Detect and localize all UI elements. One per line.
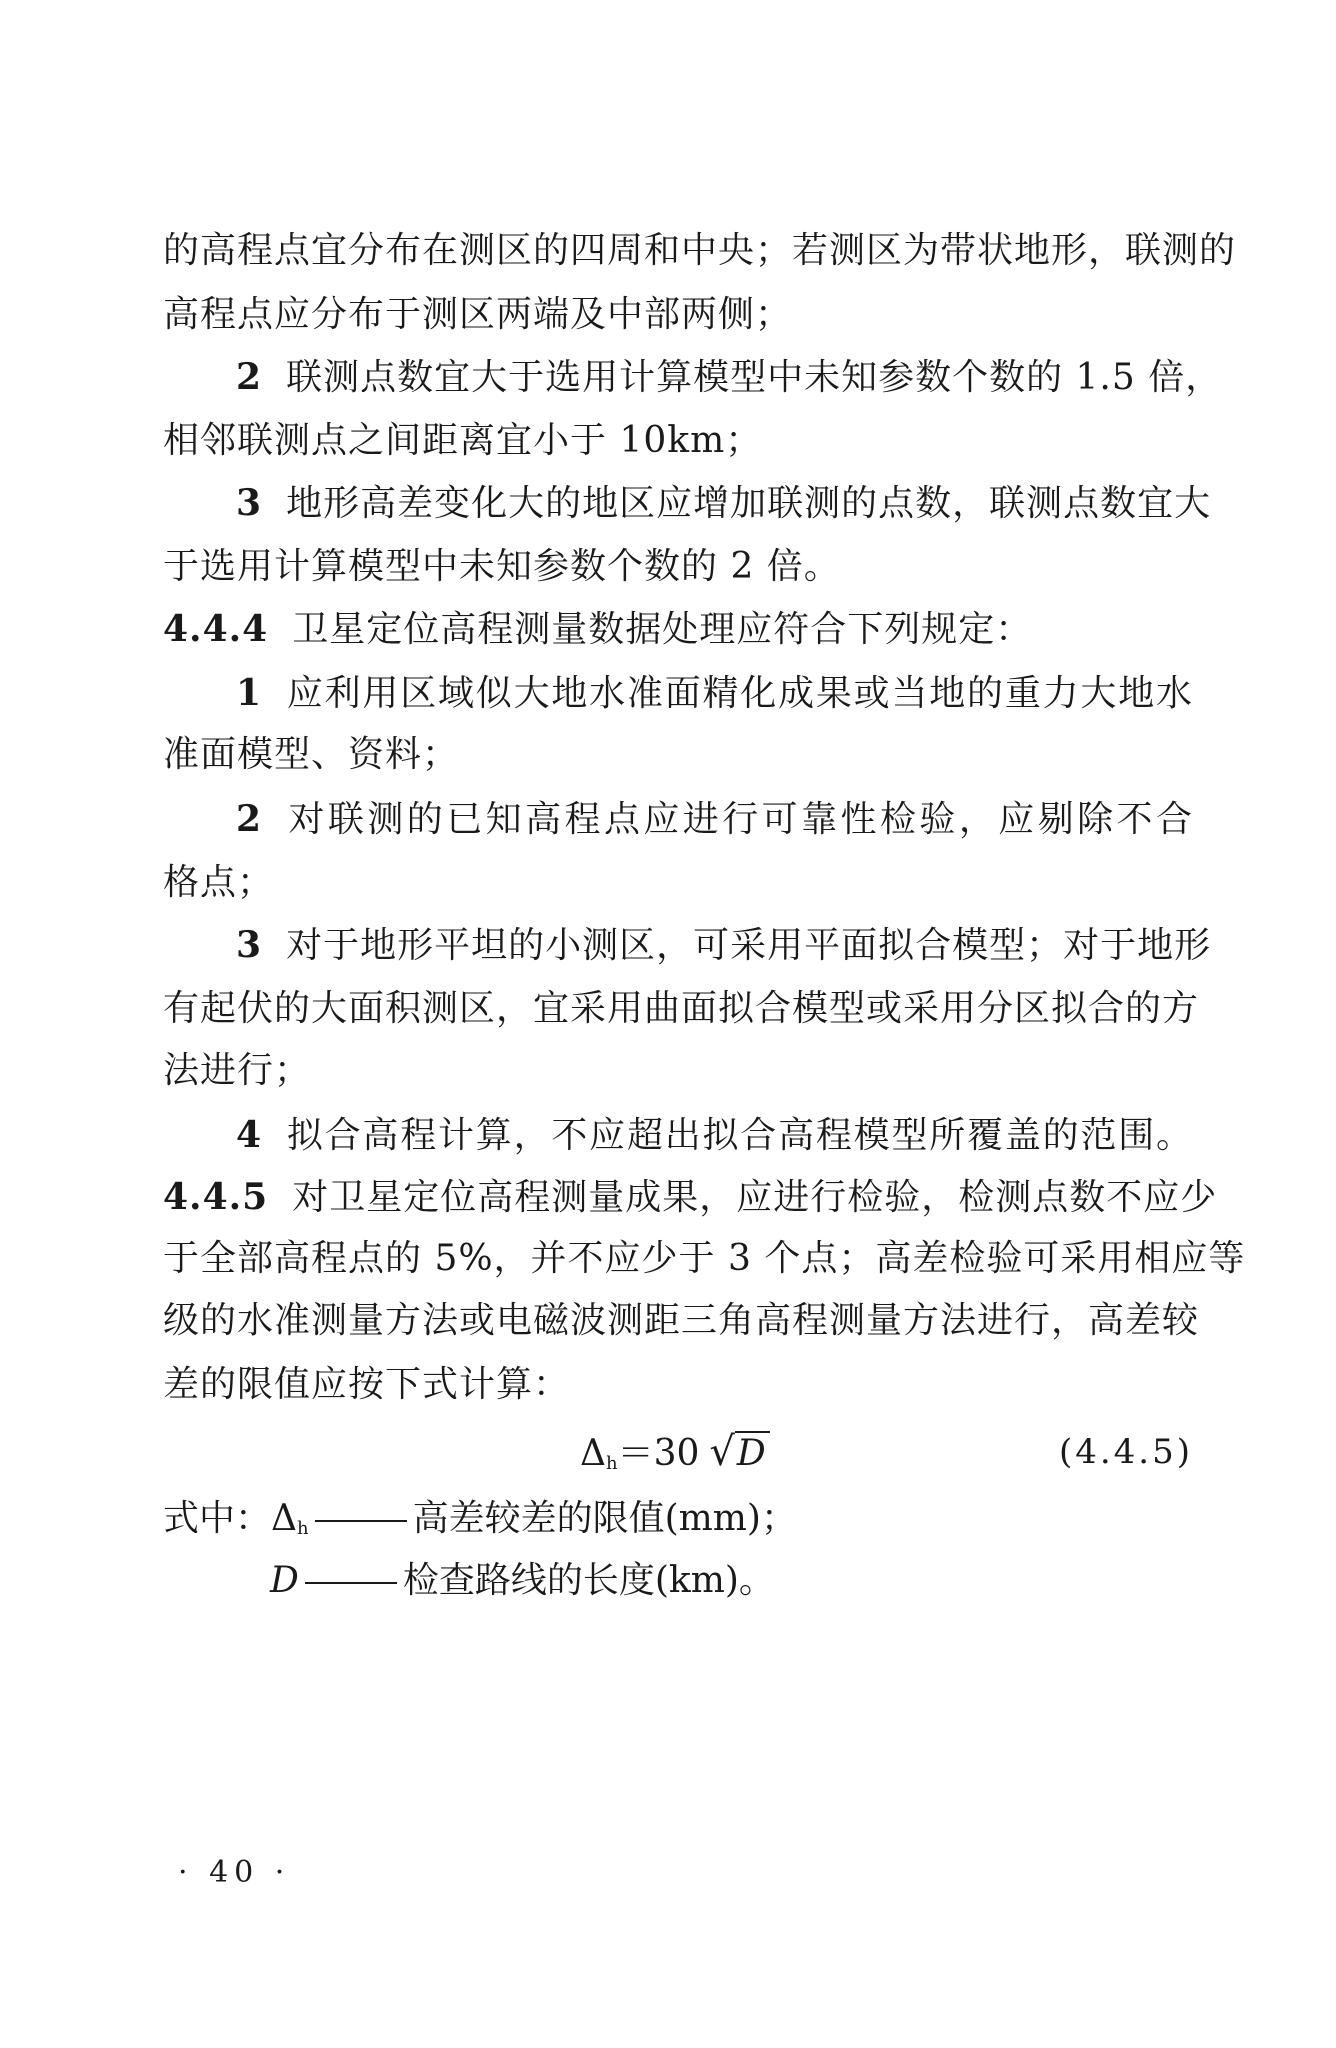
formula-4-4-5 (580, 1420, 770, 1484)
item-number: 1 (236, 672, 263, 714)
where-line-2: D 检查路线的长度(km)。 (270, 1560, 775, 1601)
text-line: 于选用计算模型中未知参数个数的 2 倍。 (163, 546, 841, 587)
list-item-4: 4 拟合高程计算，不应超出拟合高程模型所覆盖的范围。 (236, 1114, 1193, 1156)
subscript: h (606, 1453, 618, 1474)
item-number: 2 (236, 798, 263, 840)
text-line: 高程点应分布于测区两端及中部两侧； (163, 294, 793, 335)
text-line: 差的限值应按下式计算： (163, 1364, 571, 1405)
where-line-1: 式中：$\Delta_h$ 高差较差的限值(mm)； (163, 1498, 797, 1539)
delta-symbol: Δ (271, 1498, 298, 1539)
list-item-3: 3 地形高差变化大的地区应增加联测的点数，联测点数宜大 (236, 482, 1212, 524)
text-line: 相邻联测点之间距离宜小于 10km； (163, 420, 763, 461)
text-line: 的高程点宜分布在测区的四周和中央；若测区为带状地形，联测的 (163, 230, 1237, 271)
text-line: 级的水准测量方法或电磁波测距三角高程测量方法进行，高差较 (163, 1300, 1200, 1341)
item-number: 3 (236, 924, 263, 966)
text-line: 有起伏的大面积测区，宜采用曲面拟合模型或采用分区拟合的方 (163, 988, 1200, 1029)
list-item-2: 2 联测点数宜大于选用计算模型中未知参数个数的 1.5 倍， (236, 356, 1223, 398)
variable-d: D (270, 1560, 299, 1601)
section-number: 4.4.4 (163, 608, 269, 650)
item-number: 3 (236, 482, 263, 524)
page-number: · 40 · (178, 1855, 291, 1890)
section-4-4-4: 4.4.4 卫星定位高程测量数据处理应符合下列规定： (163, 608, 1033, 650)
text-line: 准面模型、资料； (163, 734, 460, 775)
delta-symbol: Δ (580, 1433, 606, 1474)
em-dash (315, 1520, 407, 1522)
item-number: 4 (236, 1114, 263, 1156)
list-item-2: 2 对联测的已知高程点应进行可靠性检验，应剔除不合 (236, 798, 1193, 840)
list-item-1: 1 应利用区域似大地水准面精化成果或当地的重力大地水 (236, 672, 1193, 714)
list-item-3: 3 对于地形平坦的小测区，可采用平面拟合模型；对于地形 (236, 924, 1212, 966)
text-line: 法进行； (163, 1050, 312, 1091)
item-number: 2 (236, 356, 263, 398)
radicand: D (735, 1431, 770, 1474)
equation-number: (4.4.5) (1058, 1432, 1193, 1472)
equals-coefficient: ＝30 (617, 1433, 700, 1474)
square-root: √D (709, 1420, 769, 1486)
section-number: 4.4.5 (163, 1176, 269, 1218)
text-line: 于全部高程点的 5%，并不应少于 3 个点；高差检验可采用相应等 (163, 1238, 1246, 1279)
section-4-4-5: 4.4.5 对卫星定位高程测量成果，应进行检验，检测点数不应少 (163, 1176, 1218, 1218)
text-line: 格点； (163, 862, 275, 903)
em-dash (305, 1582, 397, 1584)
